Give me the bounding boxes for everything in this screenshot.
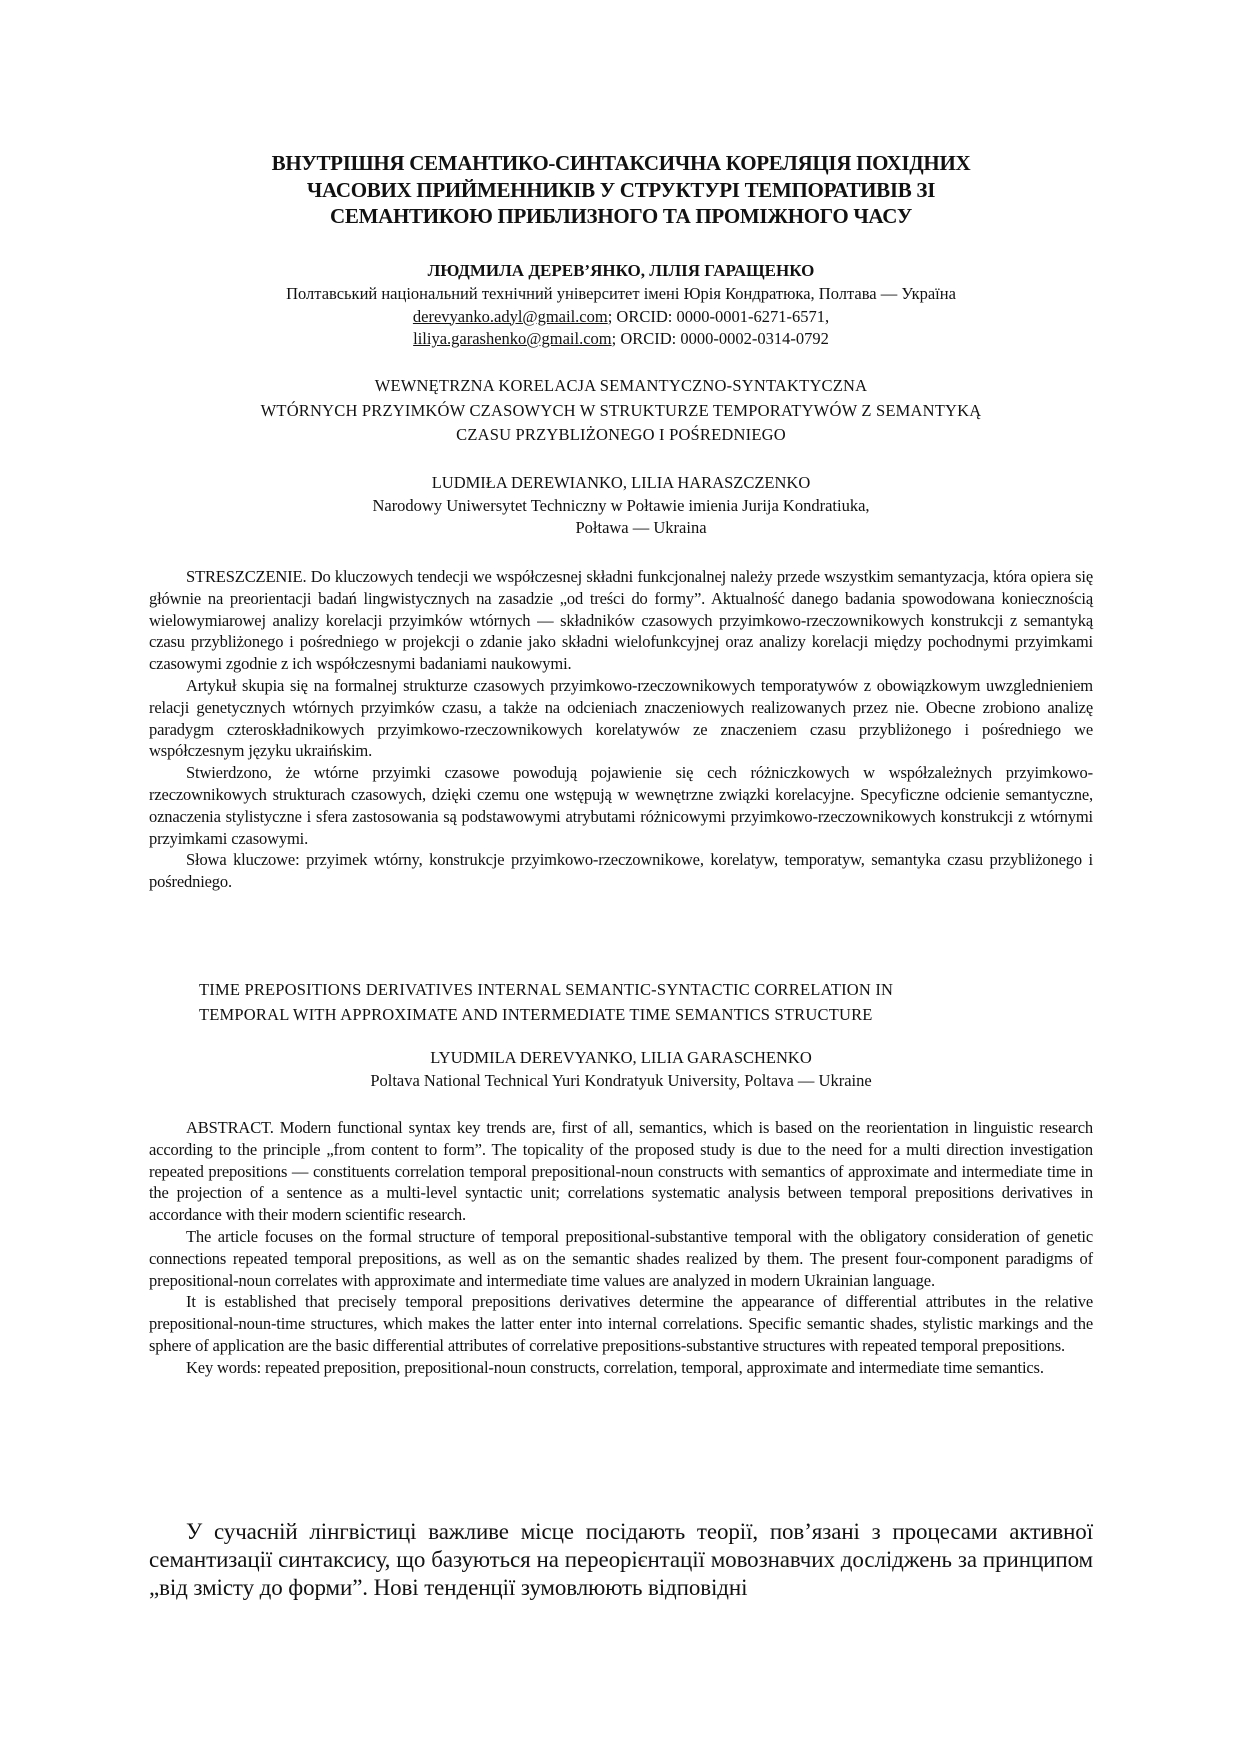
title-line: WTÓRNYCH PRZYIMKÓW CZASOWYCH W STRUKTURZE TEMPORATYWÓW Z SEMANTYKĄ (260, 400, 982, 420)
ukrainian-author-block (149, 259, 1093, 351)
email-link[interactable]: liliya.garashenko@gmail.com (413, 329, 612, 348)
keywords: Słowa kluczowe: przyimek wtórny, konstrukcje przyimkowo-rzeczownikowe, korelatyw, temporatyw, semantyka czasu przybliżonego i pośredniego. (149, 850, 1093, 892)
title-line: ЧАСОВИХ ПРИЙМЕННИКІВ У СТРУКТУРІ ТЕМПОРАТИВІВ ЗІ (306, 177, 936, 202)
title-line: TIME PREPOSITIONS DERIVATIVES INTERNAL SEMANTIC-SYNTACTIC CORRELATION IN (199, 980, 894, 999)
contact-line-2 (149, 328, 1093, 351)
abstract-paragraph: ABSTRACT. Modern functional syntax key trends are, first of all, semantics, which is based on the reorientation in linguistic research according to the principle „from content to form”. The topicality of the proposed study is due to the need for a multi direction investigation repeated prepositions — constituents correlation temporal prepositional-noun constructs with semantics of approximate and intermediate time in the projection of a sentence as a multi-level syntactic unit; correlations systematic analysis between temporal prepositions derivatives in accordance with their modern scientific research. (149, 1118, 1093, 1225)
polish-title (149, 374, 1093, 448)
body-paragraph: У сучасній лінгвістиці важливе місце посідають теорії, пов’язані з процесами активної семантизації синтаксису, що базуються на переорієнтації мовознавчих досліджень за принципом „від змісту до форми”. Нові тенденції зумовлюють відповідні (149, 1519, 1093, 1600)
english-author-block (149, 1047, 1093, 1092)
affiliation: Połtawa — Ukraina (575, 518, 707, 537)
orcid: ; ORCID: 0000-0001-6271-6571, (607, 306, 830, 326)
polish-author-block (149, 472, 1093, 540)
authors: LYUDMILA DEREVYANKO, LILIA GARASCHENKO (430, 1048, 812, 1067)
abstract-paragraph: It is established that precisely temporal prepositions derivatives determine the appearance of differential attributes in the relative prepositional-noun-time structures, which makes the latter enter into internal correlations. Specific semantic shades, stylistic markings and the sphere of application are the basic differential attributes of correlative prepositions-substantive structures with repeated temporal prepositions. (149, 1292, 1093, 1355)
title-line: WEWNĘTRZNA KORELACJA SEMANTYCZNO-SYNTAKTYCZNA (374, 376, 868, 395)
abstract-paragraph: STRESZCZENIE. Do kluczowych tendecji we współczesnej składni funkcjonalnej należy przede wszystkim semantyzacja, która opiera się głównie na preorientacji badań lingwistycznych na zasadzie „od treści do formy”. Aktualność danego badania spowodowana koniecznością wielowymiarowej analizy korelacji przyimków wtórnych — składników czasowych przyimkowo-rzeczownikowych konstrukcji z semantyką czasu przybliżonego i pośredniego w projekcji o zdanie jako składni wielofunkcyjnej oraz analizy korelacji między pochodnymi przyimkami czasowymi zgodnie z ich współczesnymi badaniami naukowymi. (149, 567, 1093, 674)
abstract-paragraph: The article focuses on the formal structure of temporal prepositional-substantive temporal with the obligatory consideration of genetic connections repeated temporal prepositions, as well as on the semantic shades realized by them. The present four-component paradigms of prepositional-noun correlates with approximate and intermediate time values are analyzed in modern Ukrainian language. (149, 1226, 1093, 1290)
affiliation: Narodowy Uniwersytet Techniczny w Połtawie imienia Jurija Kondratiuka, (372, 495, 870, 515)
authors: ЛЮДМИЛА ДЕРЕВ’ЯНКО, ЛІЛІЯ ГАРАЩЕНКО (427, 261, 815, 280)
abstract-paragraph: Stwierdzono, że wtórne przyimki czasowe powodują pojawienie się cech różniczkowych w współzależnych przyimkowo-rzeczownikowych strukturach czasowych, dzięki czemu one wstępują w wewnętrzne związki korelacyjne. Specyficzne odcienie semantyczne, oznaczenia stylistyczne i sfera zastosowania są podstawowymi atrybutami różnicowymi przyimkowo-rzeczownikowych konstrukcji z wtórnymi przyimkami czasowymi. (149, 763, 1093, 848)
title-line: СЕМАНТИКОЮ ПРИБЛИЗНОГО ТА ПРОМІЖНОГО ЧАСУ (330, 204, 912, 228)
english-title (149, 978, 1093, 1027)
ukrainian-title (149, 150, 1093, 230)
title-line: TEMPORAL WITH APPROXIMATE AND INTERMEDIATE TIME SEMANTICS STRUCTURE (199, 1004, 873, 1024)
contact-line-1 (149, 306, 1093, 329)
keywords: Key words: repeated preposition, prepositional-noun constructs, correlation, temporal, approximate and intermediate time semantics. (186, 1357, 1044, 1377)
abstract-paragraph: Artykuł skupia się na formalnej strukturze czasowych przyimkowo-rzeczownikowych temporatywów z obowiązkowym uwzglednieniem relacji genetycznych wtórnych przyimków czasu, a także na odcieniach znaczeniowych realizowanych przez nie. Obecne zrobiono analizę paradygm czteroskładnikowych przyimkowo-rzeczownikowych korelatywów ze znaczeniem czasu przybliżonego i pośredniego we współczesnym języku ukraińskim. (149, 675, 1093, 761)
orcid: ; ORCID: 0000-0002-0314-0792 (611, 329, 829, 348)
email-link[interactable]: derevyanko.adyl@gmail.com (412, 306, 608, 326)
title-line: ВНУТРІШНЯ СЕМАНТИКО-СИНТАКСИЧНА КОРЕЛЯЦІЯ ПОХІДНИХ (271, 151, 971, 175)
affiliation: Poltava National Technical Yuri Kondratyuk University, Poltava — Ukraine (370, 1070, 872, 1090)
affiliation: Полтавський національний технічний університет імені Юрія Кондратюка, Полтава — Україна (286, 284, 956, 303)
title-line: CZASU PRZYBLIŻONEGO I POŚREDNIEGO (456, 425, 786, 444)
polish-abstract (149, 566, 1093, 893)
main-text (149, 1518, 1093, 1602)
english-abstract (149, 1117, 1093, 1379)
authors: LUDMIŁA DEREWIANKO, LILIA HARASZCZENKO (431, 473, 811, 492)
